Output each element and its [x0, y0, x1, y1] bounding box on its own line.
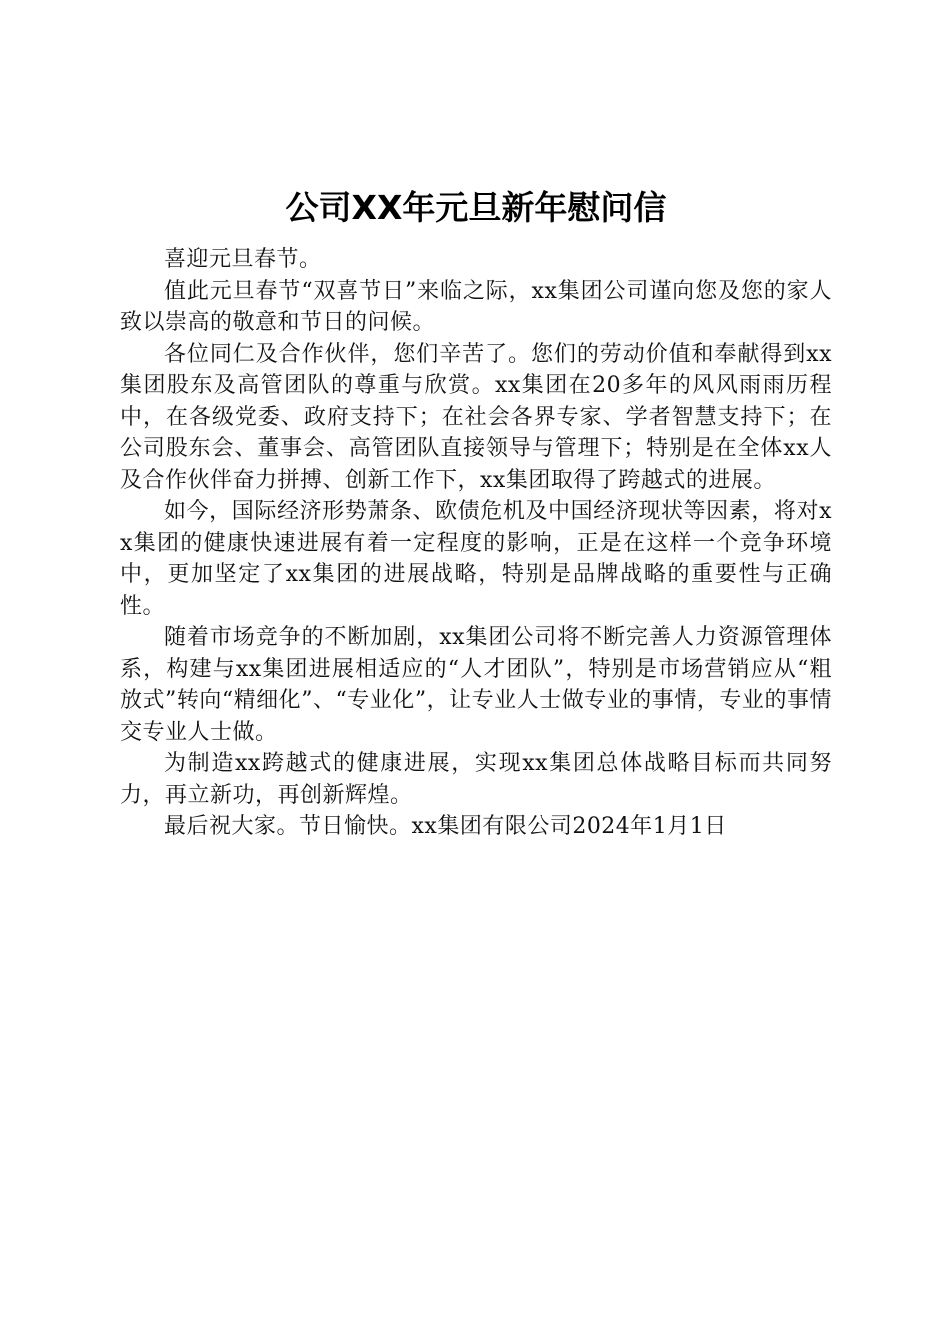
paragraph-closing: 最后祝大家。节日愉快。xx集团有限公司2024年1月1日	[164, 814, 727, 839]
document-body	[120, 244, 832, 843]
paragraph-situation: 如今，国际经济形势萧条、欧债危机及中国经济现状等因素，将对xx集团的健康快速进展有着一定程度的影响，正是在这样一个竞争环境中，更加坚定了xx集团的进展战略，特别是品牌战略的重要性与正确性。	[120, 499, 832, 619]
paragraph-strategy: 随着市场竞争的不断加剧，xx集团公司将不断完善人力资源管理体系，构建与xx集团进展相适应的“人才团队”，特别是市场营销应从“粗放式”转向“精细化”、“专业化”，让专业人士做专业的事情，专业的事情交专业人士做。	[120, 625, 832, 745]
paragraph-regards: 值此元旦春节“双喜节日”来临之际，xx集团公司谨向您及您的家人致以崇高的敬意和节日的问候。	[120, 278, 832, 335]
document-title: 公司XX年元旦新年慰问信	[285, 188, 667, 227]
paragraph-greeting: 喜迎元旦春节。	[164, 247, 322, 272]
document-page	[120, 180, 832, 843]
paragraph-goal: 为制造xx跨越式的健康进展，实现xx集团总体战略目标而共同努力，再立新功，再创新辉煌。	[120, 751, 832, 808]
paragraph-thanks: 各位同仁及合作伙伴，您们辛苦了。您们的劳动价值和奉献得到xx集团股东及高管团队的尊重与欣赏。xx集团在20多年的风风雨雨历程中，在各级党委、政府支持下；在社会各界专家、学者智慧支持下；在公司股东会、董事会、高管团队直接领导与管理下；特别是在全体xx人及合作伙伴奋力拼搏、创新工作下，xx集团取得了跨越式的进展。	[120, 341, 832, 493]
